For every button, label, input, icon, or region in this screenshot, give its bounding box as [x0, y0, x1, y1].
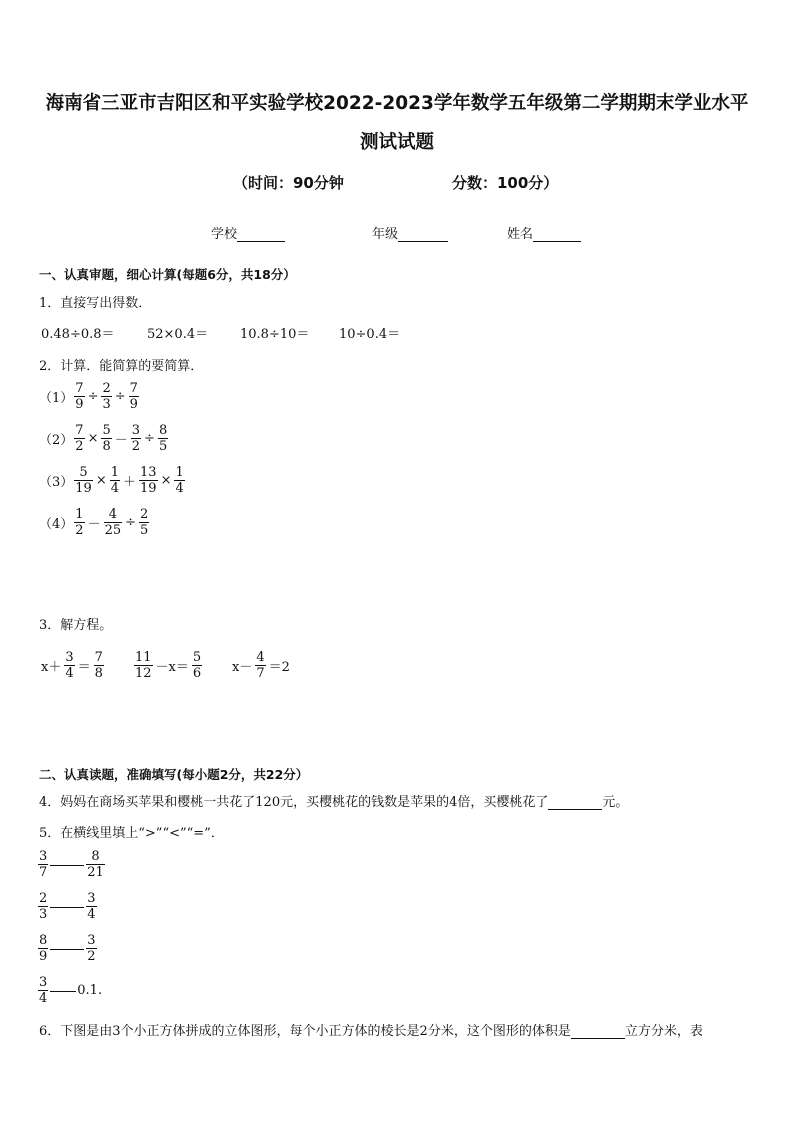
fraction — [86, 849, 105, 880]
fraction — [86, 891, 96, 922]
grade-field — [372, 223, 448, 242]
numerator: 1 — [110, 465, 120, 480]
denominator: 2 — [131, 439, 141, 454]
operator: × — [87, 431, 99, 446]
fraction — [38, 849, 48, 880]
denominator: 4 — [39, 991, 48, 1006]
school-label: 学校 — [211, 227, 238, 242]
q2-1-label: （1） — [39, 391, 74, 406]
denominator: 25 — [104, 523, 122, 538]
fraction — [74, 381, 84, 412]
numerator: 3 — [131, 423, 141, 438]
numerator: 7 — [129, 381, 138, 396]
q3-3-expr — [230, 650, 292, 681]
q5-prompt: 5．在横线里填上“>”“<”“=”． — [39, 826, 224, 841]
q3-1-expr — [39, 650, 105, 681]
compare-blank[interactable] — [50, 990, 76, 992]
numerator: 2 — [140, 507, 149, 522]
q5-2-expr — [37, 891, 98, 922]
school-blank[interactable] — [237, 227, 285, 242]
operator: － — [114, 433, 128, 448]
numerator: 8 — [39, 933, 48, 948]
fraction — [255, 650, 265, 681]
numerator: 5 — [79, 465, 88, 480]
name-blank[interactable] — [533, 227, 581, 242]
q2-1-expr — [73, 381, 140, 412]
q3-3 — [230, 650, 292, 681]
grade-label: 年级 — [372, 227, 399, 242]
q4-text: 4．妈妈在商场买苹果和樱桃一共花了120元，买樱桃花的钱数是苹果的4倍，买樱桃花了 — [39, 795, 549, 810]
q5-1 — [37, 849, 106, 880]
numerator: 2 — [102, 381, 111, 396]
section1-heading: 一、认真审题，细心计算(每题6分，共18分） — [39, 267, 296, 282]
q5-4-tail: 0.1. — [77, 983, 103, 998]
q5-1-expr — [37, 849, 106, 880]
fraction — [38, 933, 48, 964]
operator: ＋ — [123, 475, 137, 490]
denominator: 19 — [75, 481, 92, 496]
numerator: 5 — [192, 650, 202, 665]
fraction — [139, 465, 158, 496]
q2-2 — [39, 423, 169, 454]
fraction — [192, 650, 202, 681]
q2-4-expr — [73, 507, 150, 538]
denominator: 21 — [87, 865, 104, 880]
fraction — [129, 381, 139, 412]
denominator: 3 — [102, 397, 111, 412]
fraction — [64, 650, 74, 681]
denominator: 4 — [65, 666, 74, 681]
q2-prompt: 2．计算．能简算的要简算． — [39, 359, 204, 374]
denominator: 3 — [39, 907, 48, 922]
q3-1 — [39, 650, 105, 681]
operator: ÷ — [144, 431, 155, 446]
fraction — [74, 423, 84, 454]
numerator: 3 — [65, 650, 74, 665]
operator: x－ — [232, 660, 253, 675]
denominator: 4 — [110, 481, 120, 496]
numerator: 5 — [102, 423, 111, 438]
q1-item-3: 10.8÷10＝ — [240, 327, 310, 342]
q4 — [39, 791, 628, 810]
grade-blank[interactable] — [398, 227, 448, 242]
denominator: 19 — [140, 481, 157, 496]
denominator: 8 — [94, 666, 103, 681]
exam-score: 分数：100分） — [452, 174, 559, 192]
fraction — [74, 465, 93, 496]
q1-prompt: 1．直接写出得数． — [39, 296, 152, 311]
q5-4-expr — [37, 975, 77, 1006]
q2-4-label: （4） — [39, 517, 74, 532]
denominator: 2 — [75, 439, 84, 454]
q5-4 — [37, 975, 102, 1006]
q3-prompt: 3．解方程。 — [39, 618, 113, 633]
operator: × — [95, 473, 107, 488]
numerator: 7 — [94, 650, 103, 665]
compare-blank[interactable] — [50, 864, 84, 866]
q4-unit: 元。 — [602, 795, 629, 810]
fraction — [94, 650, 104, 681]
q2-3 — [39, 465, 186, 496]
operator: ÷ — [114, 389, 126, 404]
denominator: 9 — [129, 397, 138, 412]
q3-2 — [133, 650, 203, 681]
numerator: 8 — [91, 849, 100, 864]
section2-heading: 二、认真读题，准确填写(每小题2分，共22分） — [39, 767, 309, 782]
denominator: 7 — [39, 865, 48, 880]
page-title: 海南省三亚市吉阳区和平实验学校2022-2023学年数学五年级第二学期期末学业水平 — [45, 93, 749, 114]
numerator: 1 — [175, 465, 184, 480]
operator: × — [160, 473, 172, 488]
q1-item-2: 52×0.4＝ — [147, 327, 209, 342]
q1-item-4: 10÷0.4＝ — [339, 327, 401, 342]
operator: ＝2 — [268, 660, 290, 675]
denominator: 4 — [87, 907, 96, 922]
q2-1 — [39, 381, 140, 412]
denominator: 12 — [135, 666, 152, 681]
exam-time: （时间：90分钟 — [233, 174, 344, 192]
fraction — [38, 891, 48, 922]
denominator: 6 — [192, 666, 202, 681]
operator: ＝ — [77, 660, 91, 675]
fraction — [134, 650, 153, 681]
q3-2-expr — [133, 650, 203, 681]
denominator: 5 — [140, 523, 149, 538]
denominator: 8 — [102, 439, 111, 454]
denominator: 4 — [175, 481, 184, 496]
numerator: 7 — [75, 381, 84, 396]
numerator: 4 — [256, 650, 265, 665]
fraction — [174, 465, 184, 496]
page-title-line2: 测试试题 — [359, 132, 434, 153]
q6-text-end: 立方分米，表 — [624, 1024, 703, 1039]
fraction — [139, 507, 149, 538]
fraction — [86, 933, 96, 964]
q5-2 — [37, 891, 98, 922]
operator: ÷ — [87, 389, 99, 404]
numerator: 3 — [39, 849, 48, 864]
numerator: 7 — [75, 423, 84, 438]
numerator: 4 — [108, 507, 117, 522]
denominator: 2 — [87, 949, 96, 964]
numerator: 13 — [140, 465, 157, 480]
q5-3 — [37, 933, 98, 964]
denominator: 5 — [158, 439, 168, 454]
fraction — [131, 423, 141, 454]
compare-blank[interactable] — [50, 906, 84, 908]
name-field — [507, 223, 581, 242]
fraction — [104, 507, 123, 538]
fraction — [110, 465, 120, 496]
numerator: 3 — [87, 933, 96, 948]
q6-text: 6．下图是由3个小正方体拼成的立体图形，每个小正方体的棱长是2分米，这个图形的体积是 — [39, 1024, 571, 1039]
numerator: 2 — [39, 891, 48, 906]
compare-blank[interactable] — [50, 948, 84, 950]
denominator: 9 — [75, 397, 84, 412]
operator: ÷ — [125, 515, 137, 530]
q1-item-1: 0.48÷0.8＝ — [41, 327, 115, 342]
q2-2-expr — [73, 423, 169, 454]
q2-2-label: （2） — [39, 433, 74, 448]
fraction — [101, 423, 111, 454]
numerator: 3 — [87, 891, 96, 906]
fraction — [158, 423, 168, 454]
fraction — [74, 507, 84, 538]
school-field — [211, 223, 285, 242]
operator: x＋ — [41, 660, 62, 675]
fraction — [38, 975, 48, 1006]
numerator: 8 — [158, 423, 168, 438]
numerator: 1 — [75, 507, 84, 522]
operator: － — [87, 517, 101, 532]
denominator: 9 — [39, 949, 48, 964]
denominator: 7 — [256, 666, 265, 681]
q4-blank[interactable] — [548, 795, 602, 810]
fraction — [101, 381, 111, 412]
q6-blank[interactable] — [571, 1024, 625, 1039]
q2-4 — [39, 507, 150, 538]
q6 — [39, 1020, 703, 1039]
name-label: 姓名 — [507, 227, 534, 242]
numerator: 3 — [39, 975, 48, 990]
denominator: 2 — [75, 523, 84, 538]
q5-3-expr — [37, 933, 98, 964]
numerator: 11 — [135, 650, 152, 665]
operator: －x＝ — [155, 660, 189, 675]
q2-3-expr — [73, 465, 185, 496]
q2-3-label: （3） — [39, 475, 74, 490]
